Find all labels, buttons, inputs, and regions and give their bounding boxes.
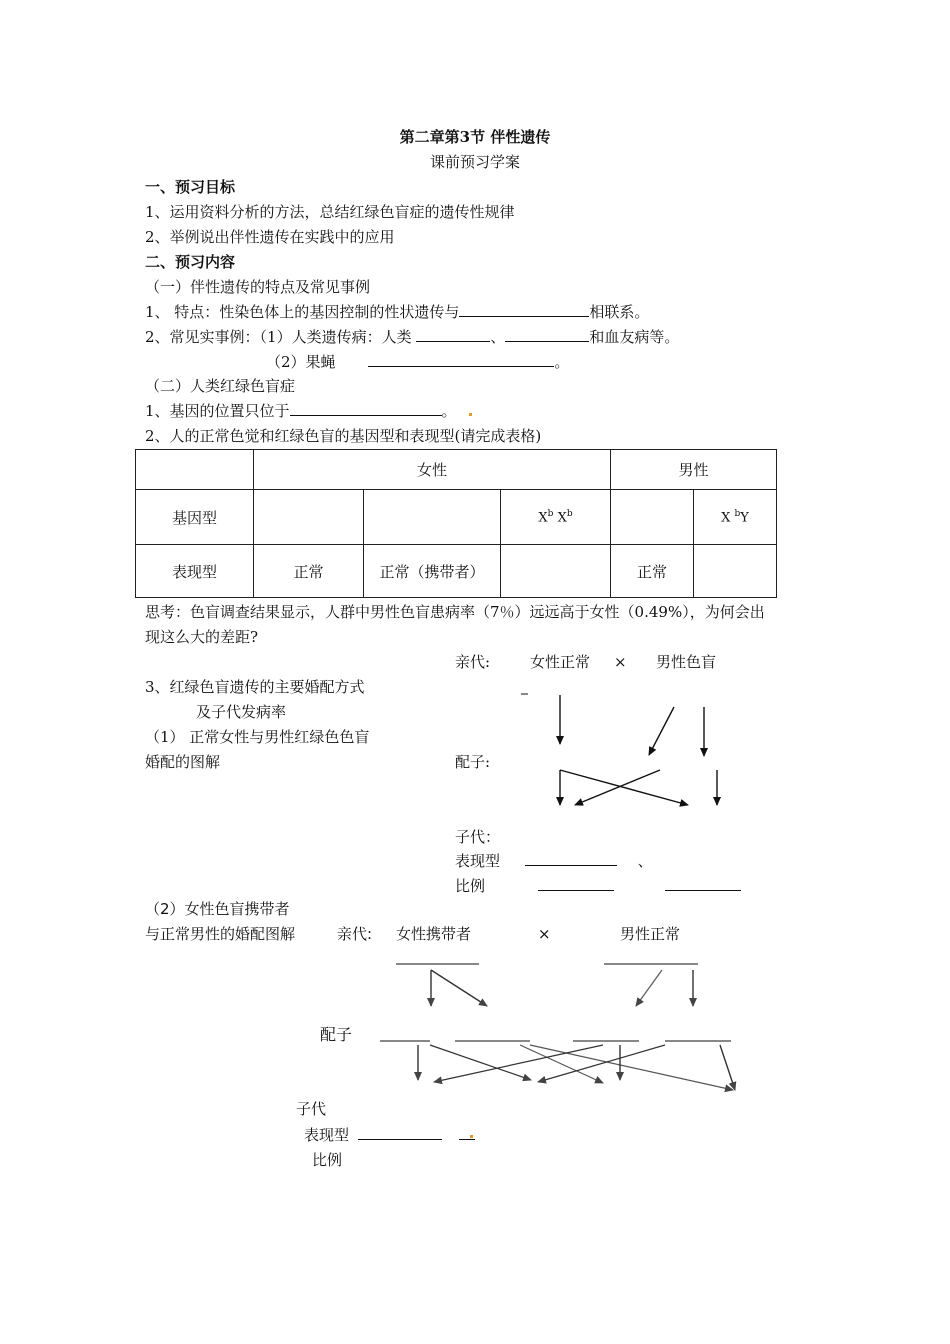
- part2-item1-end: 。: [441, 402, 457, 420]
- think-line-2: 现这么大的差距?: [145, 628, 259, 646]
- male-phenotype-1: 正常: [611, 545, 694, 598]
- cross1-heading-2: 及子代发病率: [196, 703, 287, 721]
- cross1-phenotype-sep: 、: [637, 852, 653, 870]
- gt-x1: X: [538, 510, 548, 526]
- cross2-female: 女性携带者: [396, 925, 472, 943]
- cross1-ratio-label: 比例: [455, 877, 486, 895]
- cross2-gametes-label: 配子: [320, 1025, 353, 1044]
- cross1-phenotype-label: 表现型: [455, 852, 501, 870]
- part2-item2: 2、人的正常色觉和红绿色盲的基因型和表现型(请完成表格): [145, 427, 542, 445]
- cross1-gametes-label: 配子:: [455, 753, 491, 771]
- cross1-arrow-offspring-3: [575, 770, 660, 805]
- part1-item2-text: 2、常见实事例：（1）人类遗传病：人类: [145, 328, 412, 346]
- part1-item1-end: 相联系。: [589, 303, 650, 321]
- cross1-heading-1: 3、红绿色盲遗传的主要婚配方式: [145, 678, 365, 696]
- section2-heading: 二、预习内容: [145, 253, 236, 271]
- cross2-arrow-o8: [720, 1045, 735, 1090]
- cross2-offspring-label: 子代: [296, 1100, 327, 1118]
- part1-item1-text: 1、 特点：性染色体上的基因控制的性状遗传与: [145, 303, 460, 321]
- objective-1: 1、运用资料分析的方法，总结红绿色盲症的遗传性规律: [145, 203, 515, 221]
- cross1-arrow-male-gamete-1: [649, 707, 674, 755]
- part2-heading: （二）人类红绿色盲症: [145, 377, 296, 395]
- cross2-arrow-o3: [520, 1045, 603, 1083]
- cross1-case-2: 婚配的图解: [145, 753, 221, 771]
- cross1-case-1: （1） 正常女性与男性红绿色色盲: [145, 728, 370, 746]
- cross1-parents-label: 亲代:: [455, 653, 491, 671]
- genotype-row-label: 基因型: [136, 490, 254, 545]
- gt-my: Y: [740, 510, 749, 526]
- cross2-case-1: （2）女性色盲携带者: [145, 900, 290, 918]
- cross2-arrow-o2: [430, 1045, 531, 1080]
- cross1-female: 女性正常: [530, 653, 591, 671]
- cross2-cross-sign: ×: [538, 925, 551, 943]
- part1-item2-end: 和血友病等。: [589, 328, 680, 346]
- gt-sup1: b: [547, 508, 554, 519]
- female-phenotype-2: 正常（携带者）: [364, 545, 501, 598]
- gt-x2: X: [553, 510, 567, 526]
- gt-sup2: b: [566, 508, 573, 519]
- cross2-arrow-o4: [530, 1045, 733, 1090]
- male-header: 男性: [611, 450, 777, 490]
- part1-heading: （一）伴性遗传的特点及常见事例: [145, 278, 371, 296]
- cross1-arrow-offspring-2: [560, 770, 688, 805]
- page-title: 第二章第3节 伴性遗传: [399, 128, 551, 146]
- part1-item3-end: 。: [554, 353, 570, 371]
- gt-msup: b: [734, 508, 741, 519]
- cross2-parents-label: 亲代:: [337, 925, 373, 943]
- cross2-phenotype-label: 表现型: [304, 1126, 350, 1144]
- cross2-male: 男性正常: [620, 925, 681, 943]
- cross2-case-2: 与正常男性的婚配图解: [145, 925, 296, 943]
- part1-item2-sep: 、: [490, 328, 506, 346]
- phenotype-row-label: 表现型: [136, 545, 254, 598]
- section1-heading: 一、预习目标: [145, 178, 236, 196]
- female-phenotype-1: 正常: [254, 545, 364, 598]
- cross2-ratio-label: 比例: [312, 1151, 343, 1169]
- page-subtitle: 课前预习学案: [429, 153, 520, 171]
- cross2-arrow-mg1: [636, 970, 662, 1006]
- cross1-male: 男性色盲: [656, 653, 717, 671]
- gt-mx: X: [721, 510, 735, 526]
- think-line-1: 思考：色盲调查结果显示，人群中男性色盲患病率（7％）远远高于女性（0.49%），为何会出: [145, 603, 765, 621]
- part1-item3-text: （2）果蝇: [266, 353, 336, 371]
- objective-2: 2、举例说出伴性遗传在实践中的应用: [145, 228, 395, 246]
- cross1-cross-sign: ×: [614, 653, 627, 671]
- female-header: 女性: [254, 450, 611, 490]
- cross1-offspring-label: 子代：: [455, 828, 501, 846]
- part2-item1-text: 1、基因的位置只位于: [145, 402, 290, 420]
- cross2-arrow-o5: [434, 1045, 603, 1082]
- cross2-arrow-fg2: [431, 970, 487, 1006]
